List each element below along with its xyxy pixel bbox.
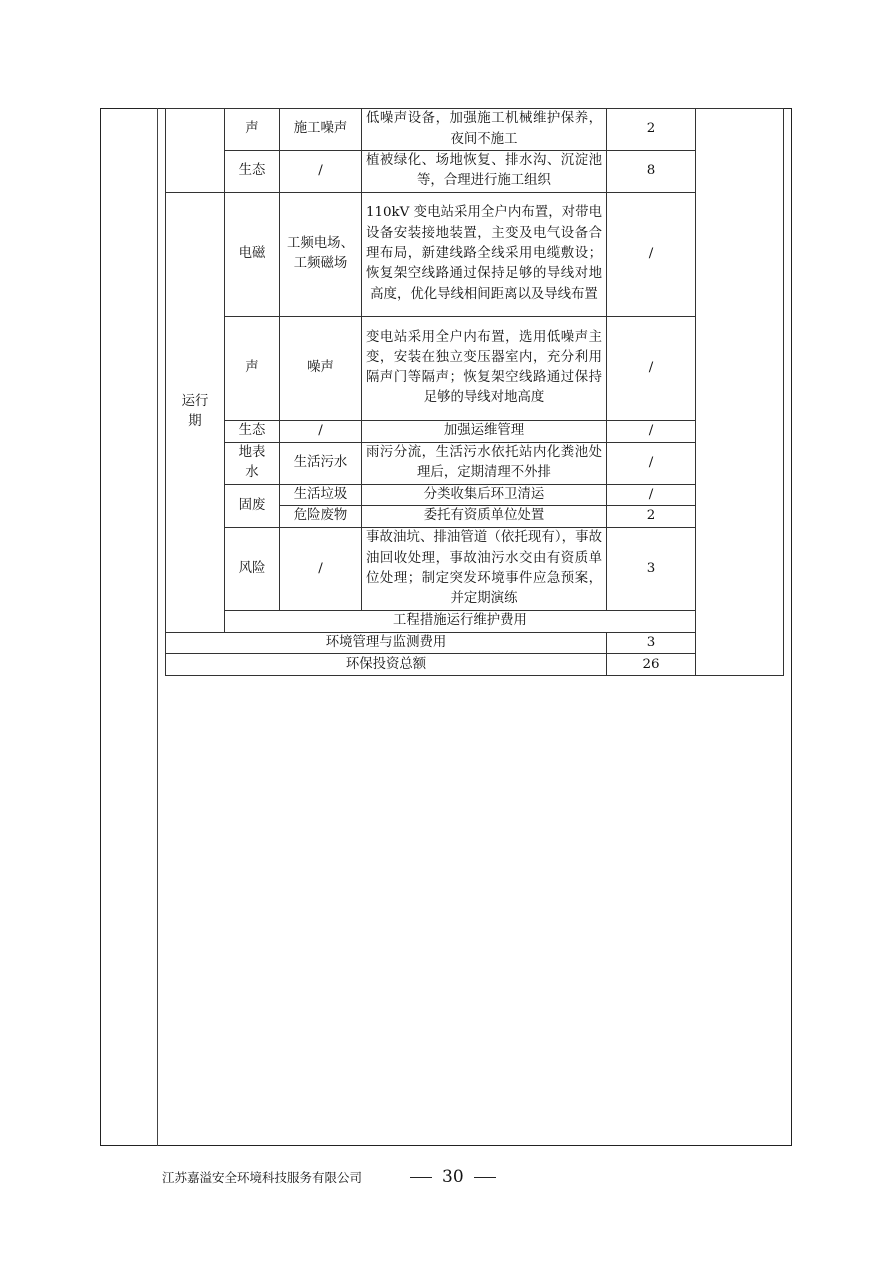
factor-cell: 声 [225, 316, 280, 420]
summary-row [166, 632, 784, 653]
summary-row [166, 654, 784, 676]
table-row [166, 109, 784, 151]
investment-table [165, 108, 784, 676]
cost-cell: / [607, 484, 696, 505]
operation-phase-label: 运行期 [181, 393, 209, 430]
item-cell: 生活污水 [280, 442, 362, 484]
table-row [166, 442, 784, 484]
frame-divider [157, 108, 158, 1146]
measure-cell: 植被绿化、场地恢复、排水沟、沉淀池等，合理进行施工组织 [362, 151, 607, 193]
measure-cell: 低噪声设备，加强施工机械维护保养，夜间不施工 [362, 109, 607, 151]
measure-cell: 加强运维管理 [362, 420, 607, 442]
company-name: 江苏嘉溢安全环境科技服务有限公司 [162, 1170, 363, 1185]
cost-cell: 8 [607, 151, 696, 193]
measure-cell: 雨污分流，生活污水依托站内化粪池处理后，定期清理不外排 [362, 442, 607, 484]
phase-cell [166, 192, 225, 632]
measure-cell: 110kV 变电站采用全户内布置，对带电设备安装接地装置，主变及电气设备合理布局，新建线路全线采用电缆敷设；恢复架空线路通过保持足够的导线对地高度，优化导线相间距离以及导线布置 [362, 192, 607, 316]
summary-label: 环保投资总额 [166, 654, 607, 676]
factor-cell: 固废 [225, 484, 280, 527]
cost-cell: 3 [607, 527, 696, 610]
summary-row [166, 610, 784, 632]
cost-cell: 2 [607, 109, 696, 151]
factor-cell: 声 [225, 109, 280, 151]
table-row [166, 484, 784, 505]
factor-cell: 电磁 [225, 192, 280, 316]
measure-cell: 事故油坑、排油管道（依托现有），事故油回收处理，事故油污水交由有资质单位处理；制定突发环境事件应急预案，并定期演练 [362, 527, 607, 610]
summary-label: 工程措施运行维护费用 [225, 610, 696, 632]
item-cell: / [280, 420, 362, 442]
item-cell: / [280, 527, 362, 610]
item-cell: / [280, 151, 362, 193]
page-footer [162, 1168, 782, 1190]
summary-value: 3 [607, 632, 696, 653]
dash-left [410, 1177, 432, 1178]
page-number-group [400, 1166, 506, 1188]
factor-cell: 风险 [225, 527, 280, 610]
factor-cell: 生态 [225, 151, 280, 193]
factor-cell: 生态 [225, 420, 280, 442]
dash-right [474, 1177, 496, 1178]
cost-cell: / [607, 192, 696, 316]
table-row [166, 192, 784, 316]
cost-cell: 2 [607, 505, 696, 527]
table-row [166, 527, 784, 610]
measure-cell: 分类收集后环卫清运 [362, 484, 607, 505]
cost-cell: / [607, 316, 696, 420]
measure-cell: 变电站采用全户内布置，选用低噪声主变，安装在独立变压器室内，充分利用隔声门等隔声；恢复架空线路通过保持足够的导线对地高度 [362, 316, 607, 420]
table-row [166, 420, 784, 442]
item-cell: 工频电场、工频磁场 [280, 192, 362, 316]
table-row [166, 316, 784, 420]
item-cell: 生活垃圾 [280, 484, 362, 505]
item-cell: 噪声 [280, 316, 362, 420]
measure-cell: 委托有资质单位处置 [362, 505, 607, 527]
summary-value: 26 [607, 654, 696, 676]
summary-label: 环境管理与监测费用 [166, 632, 607, 653]
remark-cell [696, 109, 784, 676]
cost-cell: / [607, 420, 696, 442]
item-cell: 施工噪声 [280, 109, 362, 151]
cost-cell: / [607, 442, 696, 484]
construction-phase-cell [166, 109, 225, 193]
table-row [166, 151, 784, 193]
item-cell: 危险废物 [280, 505, 362, 527]
factor-cell: 地表水 [225, 442, 280, 484]
page-number: 30 [442, 1167, 464, 1187]
